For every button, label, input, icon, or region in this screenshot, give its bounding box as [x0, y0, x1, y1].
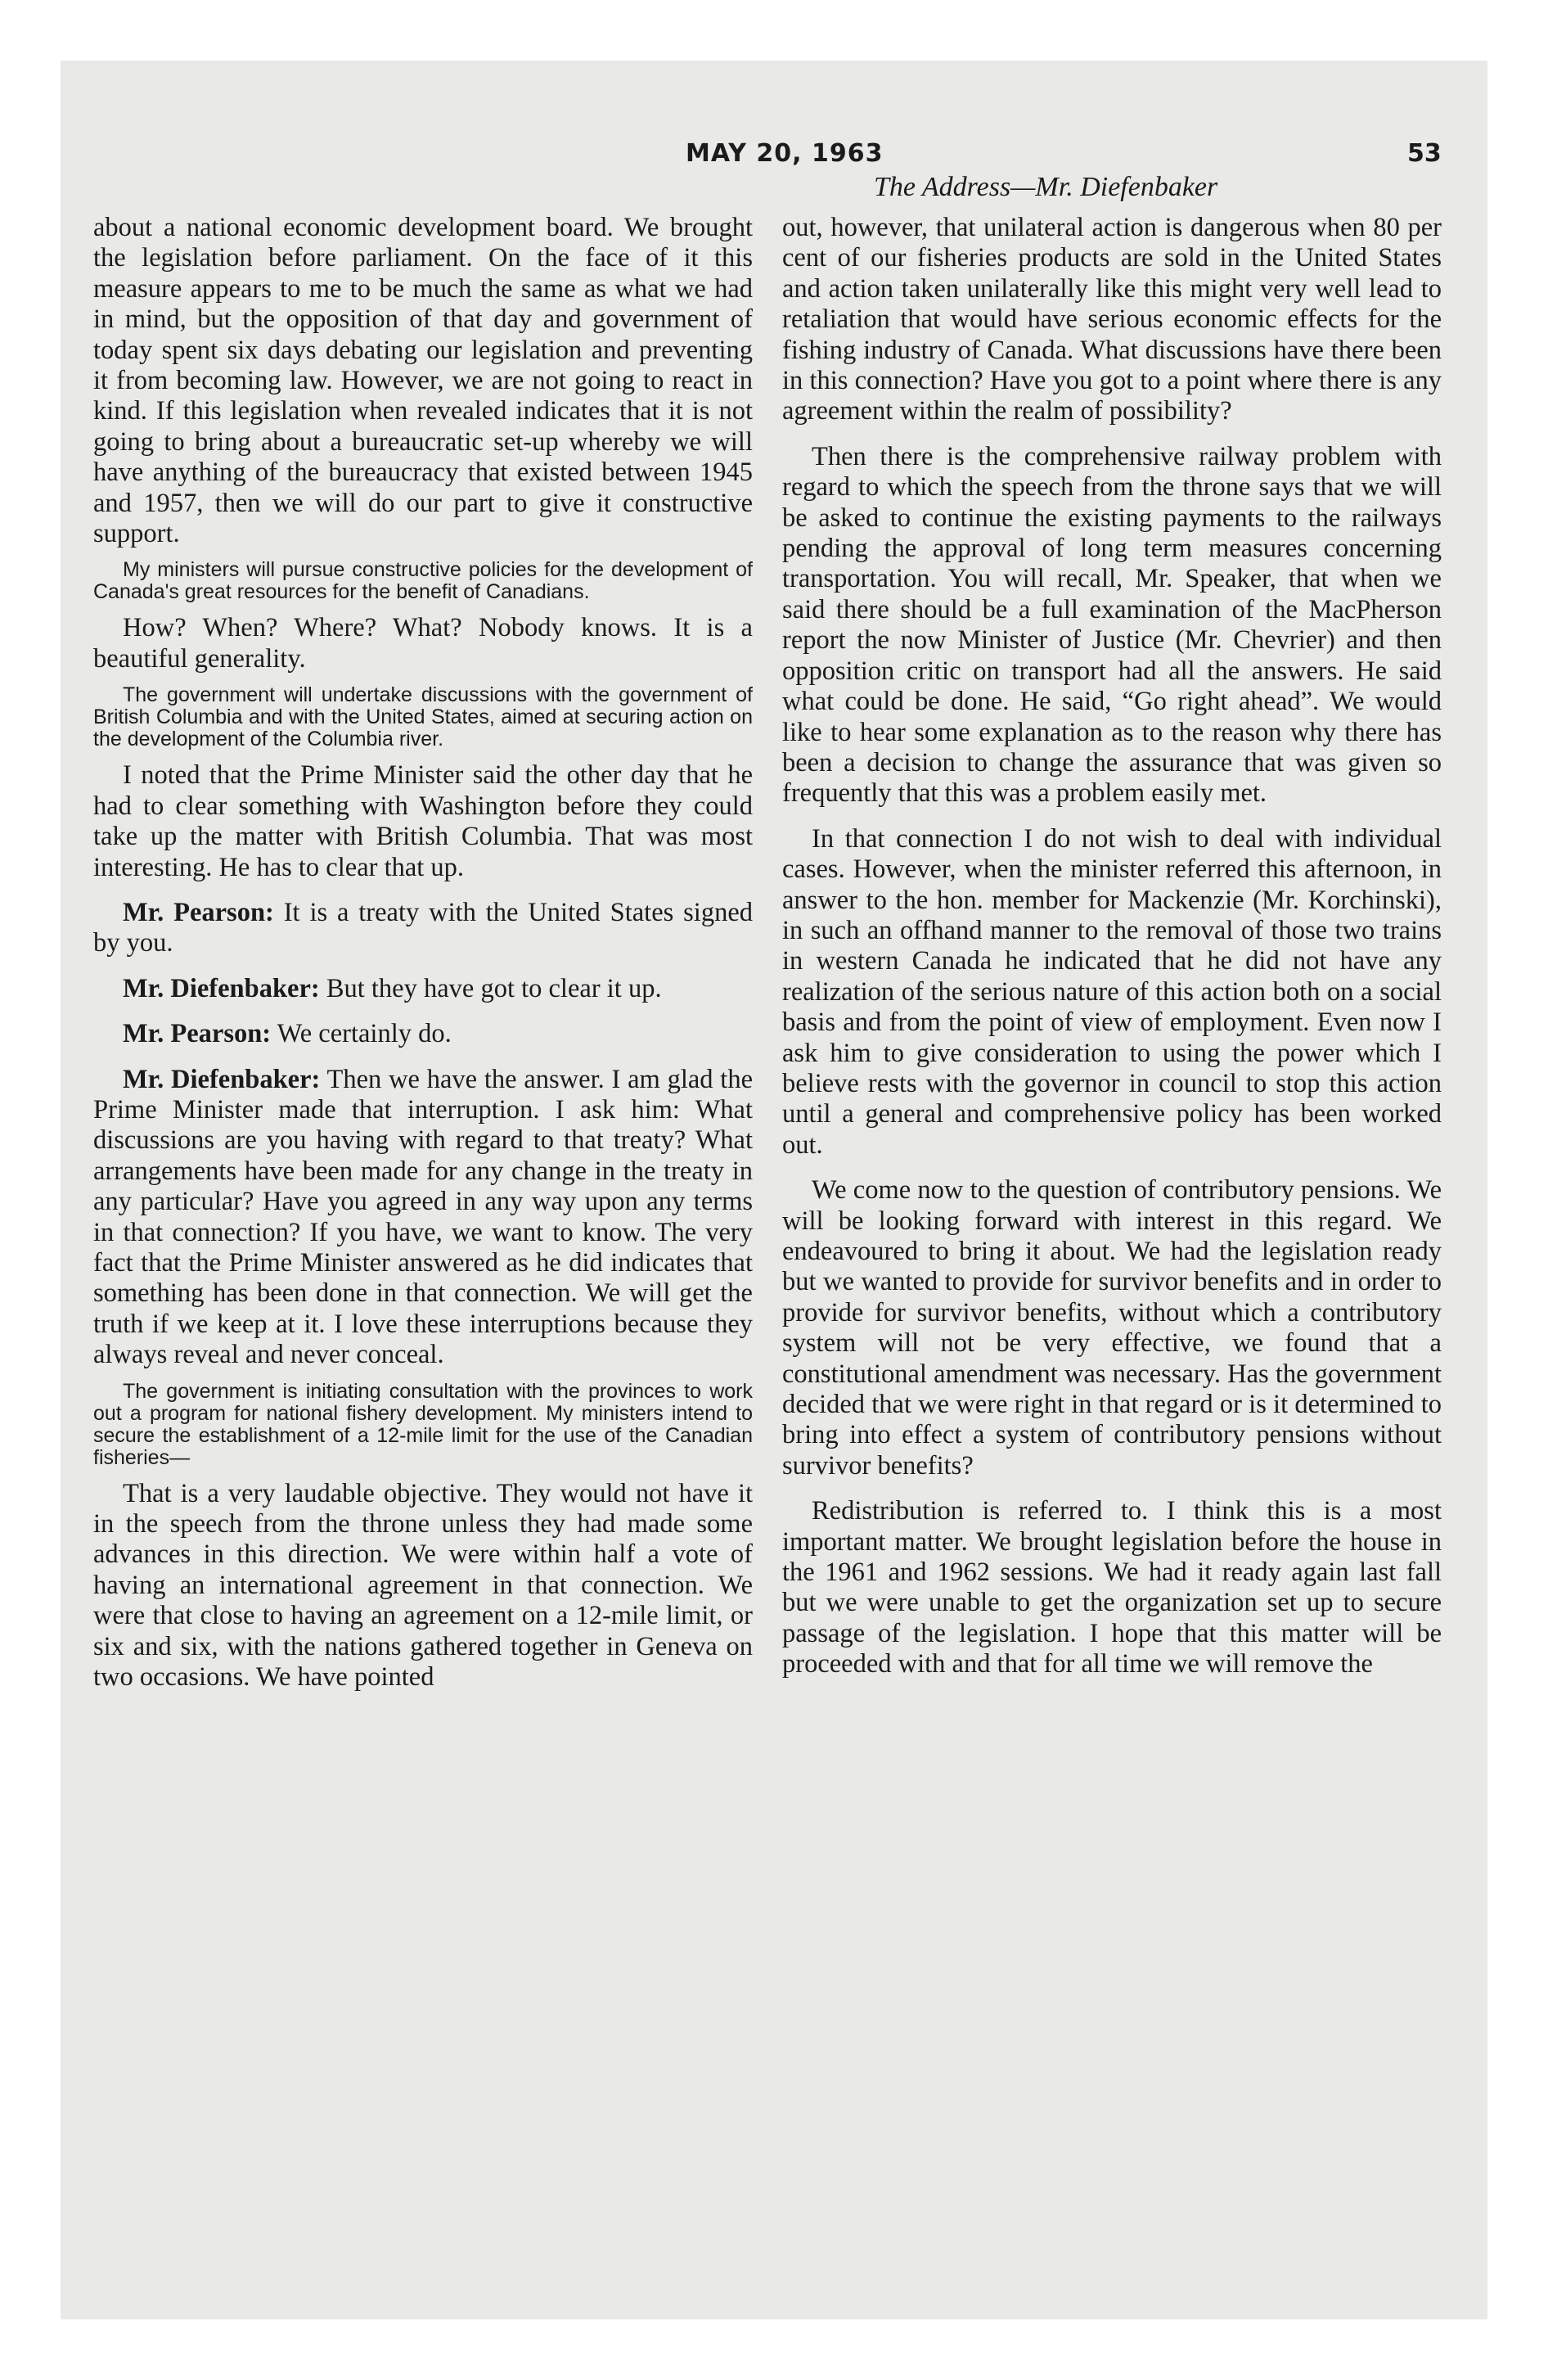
- quoted-speech-excerpt: My ministers will pursue constructive policies for the development of Canada's great resources for the benefit of Canadians.: [93, 558, 753, 604]
- speech-text: It is a treaty with the United States signed by you.: [93, 897, 753, 958]
- speech-paragraph: [93, 974, 753, 1004]
- page-header: [61, 139, 1487, 172]
- speech-paragraph: [93, 898, 753, 959]
- paragraph: out, however, that unilateral action is dangerous when 80 per cent of our fisheries products are sold in the United States and action taken unilaterally like this might very well lead to retaliation that would have serious economic effects for the fishing industry of Canada. What discussions have there been in this connection? Have you got to a point where there is any agreement within the realm of possibility?: [782, 213, 1442, 426]
- paragraph: How? When? Where? What? Nobody knows. It is a beautiful generality.: [93, 613, 753, 674]
- paragraph: That is a very laudable objective. They would not have it in the speech from the throne unless they had made some advances in this direction. We were within half a vote of having an international agreement in that connection. We were that close to having an agreement on a 12-mile limit, or six and six, with the nations gathered together in Geneva on two occasions. We have pointed: [93, 1478, 753, 1693]
- document-page: [61, 61, 1487, 2319]
- quoted-speech-excerpt: The government will undertake discussions with the government of British Columbia and with the United States, aimed at securing action on the development of the Columbia river.: [93, 683, 753, 751]
- running-title: The Address—Mr. Diefenbaker: [874, 172, 1218, 202]
- speaker-name: Mr. Diefenbaker:: [123, 1064, 321, 1094]
- speech-text: Then we have the answer. I am glad the Prime Minister made that interruption. I ask him: What discussions are you having with regard to that treaty? What arrangements have been made for any change in the treaty in any particular? Have you agreed in any way upon any terms in that connection? If you have, we want to know. The very fact that the Prime Minister answered as he did indicates that something has been done in that connection. We will get the truth if we keep at it. I love these interruptions because they always reveal and never conceal.: [93, 1064, 754, 1370]
- speech-text: But they have got to clear it up.: [319, 973, 662, 1003]
- speaker-name: Mr. Pearson:: [123, 1019, 272, 1049]
- speech-text: We certainly do.: [271, 1019, 452, 1049]
- left-column: [93, 213, 753, 1693]
- paragraph: Redistribution is referred to. I think this is a most important matter. We brought legislation before the house in the 1961 and 1962 sessions. We had it ready again last fall but we were unable to get the organization set up to secure passage of the legislation. I hope that this matter will be proceeded with and that for all time we will remove the: [782, 1496, 1442, 1679]
- header-date: MAY 20, 1963: [686, 139, 884, 168]
- paragraph: We come now to the question of contributory pensions. We will be looking forward with interest in this regard. We endeavoured to bring it about. We had the legislation ready but we wanted to provide for survivor benefits and in order to provide for survivor benefits, without which a contributory system will not be very effective, we found that a constitutional amendment was necessary. Has the government decided that we were right in that regard or is it determined to bring into effect a system of contributory pensions without survivor benefits?: [782, 1175, 1442, 1481]
- speaker-name: Mr. Pearson:: [123, 897, 274, 927]
- speech-paragraph: [93, 1019, 753, 1049]
- quoted-speech-excerpt: The government is initiating consultation with the provinces to work out a program for national fishery development. My ministers intend to secure the establishment of a 12-mile limit for the use of the Canadian fisheries—: [93, 1379, 753, 1469]
- paragraph: Then there is the comprehensive railway problem with regard to which the speech from the throne says that we will be asked to continue the existing payments to the railways pending the approval of long term measures concerning transportation. You will recall, Mr. Speaker, that when we said there should be a full examination of the MacPherson report the now Minister of Justice (Mr. Chevrier) and then opposition critic on transport had all the answers. He said what could be done. He said, “Go right ahead”. We would like to hear some explanation as to the reason why there has been a decision to change the assurance that was given so frequently that this was a problem easily met.: [782, 441, 1442, 809]
- paragraph: In that connection I do not wish to deal with individual cases. However, when the minister referred this afternoon, in answer to the hon. member for Mackenzie (Mr. Korchinski), in such an offhand manner to the removal of those two trains in western Canada he indicated that he did not have any realization of the serious nature of this action both on a social basis and from the point of view of employment. Even now I ask him to give consideration to using the power which I believe rests with the governor in council to stop this action until a general and comprehensive policy has been worked out.: [782, 823, 1442, 1160]
- paragraph: I noted that the Prime Minister said the other day that he had to clear something with Washington before they could take up the matter with British Columbia. That was most interesting. He has to clear that up.: [93, 760, 753, 882]
- speaker-name: Mr. Diefenbaker:: [123, 973, 320, 1003]
- page-number: 53: [1407, 139, 1442, 168]
- speech-paragraph: [93, 1065, 753, 1371]
- right-column: [782, 213, 1442, 1680]
- paragraph: about a national economic development board. We brought the legislation before parliament. On the face of it this measure appears to me to be much the same as what we had in mind, but the opposition of that day and government of today spent six days debating our legislation and preventing it from becoming law. However, we are not going to react in kind. If this legislation when revealed indicates that it is not going to bring about a bureaucratic set-up whereby we will have anything of the bureaucracy that existed between 1945 and 1957, then we will do our part to give it constructive support.: [93, 213, 753, 549]
